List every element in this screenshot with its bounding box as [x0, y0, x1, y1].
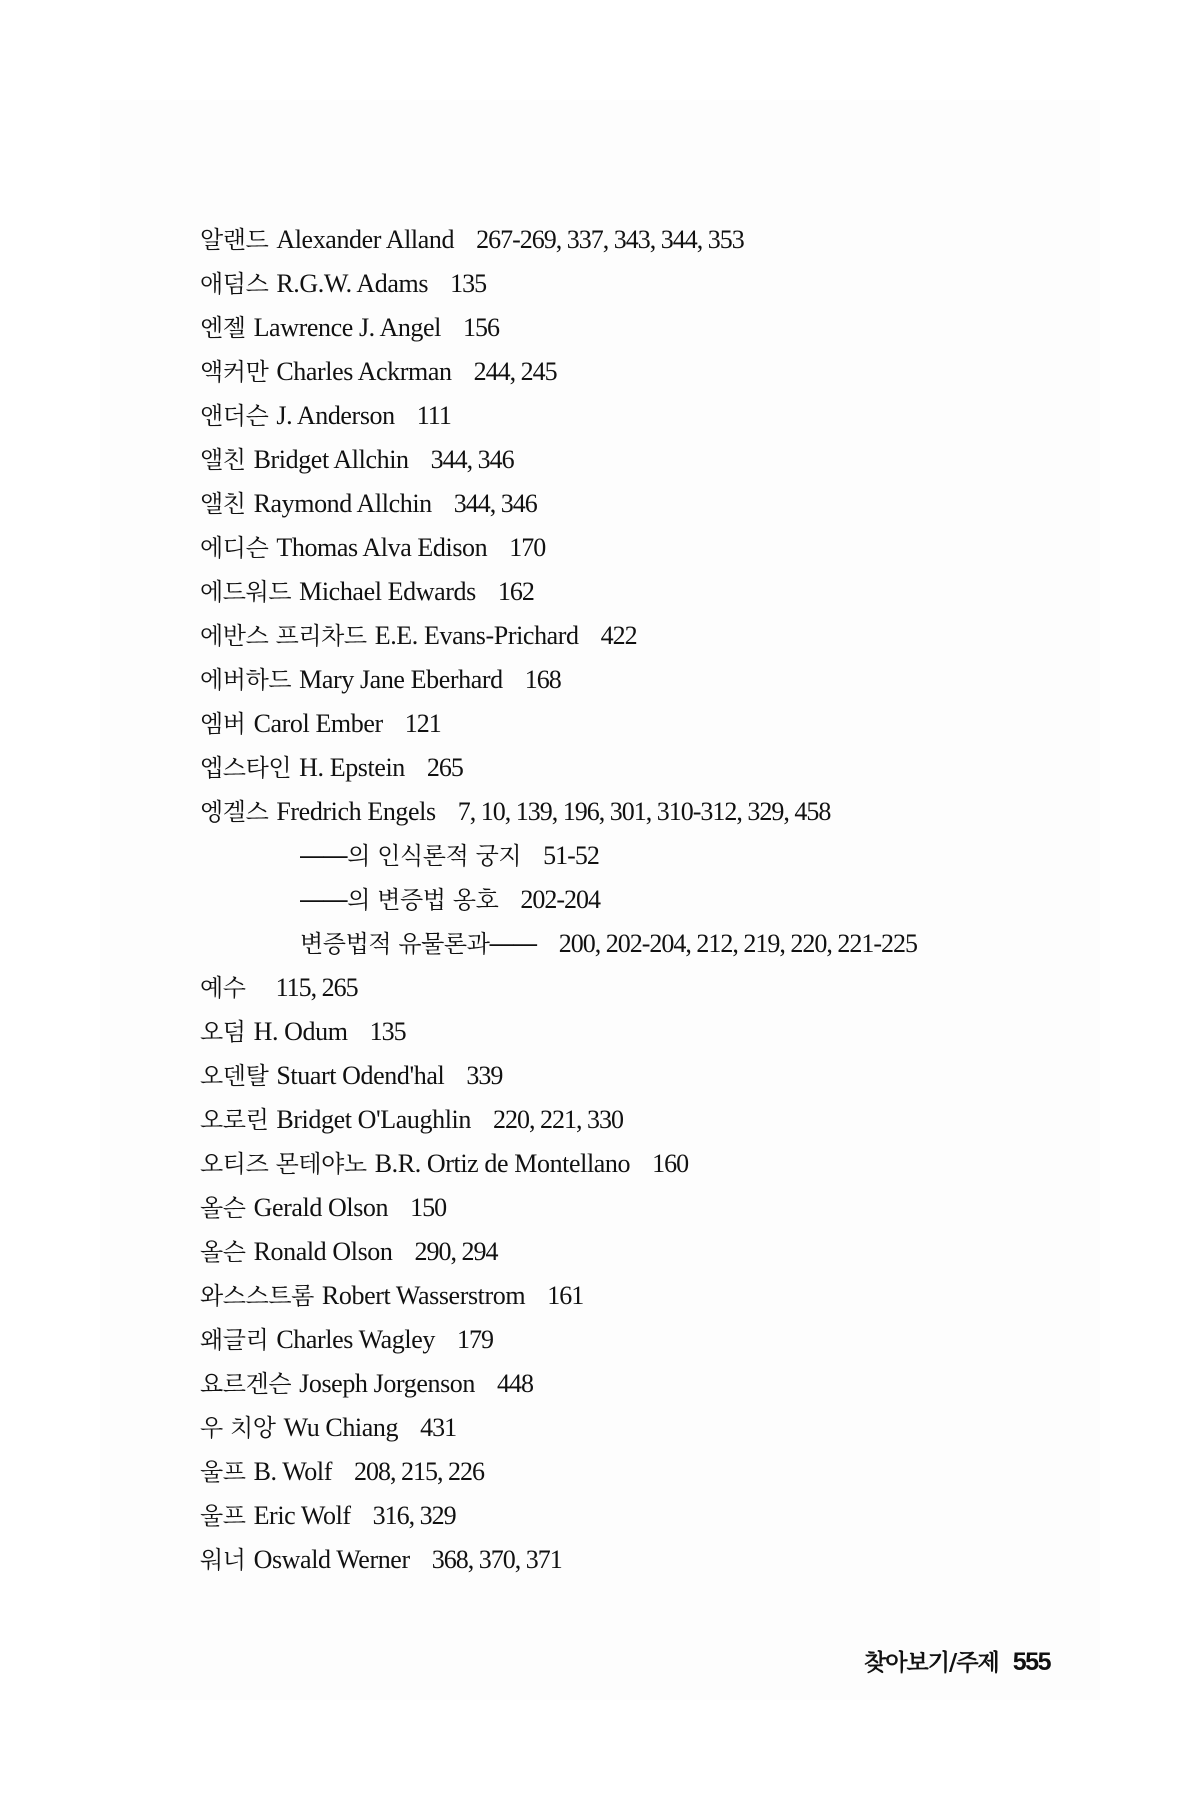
- index-entry: [200, 1186, 1100, 1230]
- entry-page-refs: 156: [462, 313, 499, 342]
- entry-korean-name: 워너: [200, 1546, 246, 1574]
- entry-page-refs: 339: [466, 1061, 503, 1090]
- entry-original-name: Eric Wolf: [253, 1501, 351, 1530]
- index-entry: [200, 570, 1100, 614]
- index-entry: [200, 1318, 1100, 1362]
- entry-korean-name: 앨친: [200, 446, 246, 474]
- entry-korean-name: 에반스 프리차드: [200, 622, 367, 650]
- entry-korean-name: 에버하드: [200, 666, 292, 694]
- entry-page-refs: 135: [369, 1017, 406, 1046]
- index-subentry: [200, 878, 1100, 922]
- entry-korean-name: 요르겐슨: [200, 1370, 292, 1398]
- entry-page-refs: 162: [497, 577, 534, 606]
- entry-korean-name: 에디슨: [200, 534, 269, 562]
- entry-korean-name: 액커만: [200, 358, 269, 386]
- index-entry: [200, 394, 1100, 438]
- entry-page-refs: 244, 245: [473, 357, 557, 386]
- entry-korean-name: 알랜드: [200, 226, 269, 254]
- page-number: 555: [1012, 1648, 1050, 1676]
- entry-korean-name: 왜글리: [200, 1326, 269, 1354]
- entry-original-name: Ronald Olson: [253, 1237, 393, 1266]
- entry-page-refs: 208, 215, 226: [354, 1457, 484, 1486]
- index-entry: [200, 1494, 1100, 1538]
- entry-page-refs: 202-204: [520, 885, 601, 914]
- index-entry: [200, 306, 1100, 350]
- entry-korean-name: 애덤스: [200, 270, 269, 298]
- index-entry: [200, 658, 1100, 702]
- entry-original-name: Stuart Odend'hal: [276, 1061, 445, 1090]
- index-entry: [200, 790, 1100, 834]
- entry-original-name: Joseph Jorgenson: [299, 1369, 475, 1398]
- index-entry: [200, 482, 1100, 526]
- entry-page-refs: 161: [547, 1281, 584, 1310]
- entry-page-refs: 7, 10, 139, 196, 301, 310-312, 329, 458: [457, 797, 831, 826]
- entry-korean-name: 와스스트롬: [200, 1282, 314, 1310]
- entry-original-name: Gerald Olson: [253, 1193, 389, 1222]
- index-entry: [200, 526, 1100, 570]
- entry-page-refs: 448: [496, 1369, 533, 1398]
- entry-original-name: Michael Edwards: [299, 577, 476, 606]
- index-subentry: [200, 834, 1100, 878]
- entry-korean-name: 앤더슨: [200, 402, 269, 430]
- entry-korean-name: 울프: [200, 1458, 246, 1486]
- entry-original-name: R.G.W. Adams: [276, 269, 429, 298]
- entry-original-name: Lawrence J. Angel: [253, 313, 441, 342]
- index-list: [200, 218, 1100, 1582]
- entry-page-refs: 368, 370, 371: [431, 1545, 562, 1574]
- entry-original-name: Raymond Allchin: [253, 489, 432, 518]
- entry-page-refs: 135: [450, 269, 487, 298]
- entry-original-name: Robert Wasserstrom: [321, 1281, 526, 1310]
- entry-page-refs: 170: [509, 533, 546, 562]
- entry-korean-name: 앨친: [200, 490, 246, 518]
- entry-page-refs: 290, 294: [414, 1237, 498, 1266]
- index-entry: [200, 262, 1100, 306]
- entry-korean-name: 엔젤: [200, 314, 246, 342]
- entry-page-refs: 422: [600, 621, 637, 650]
- entry-korean-name: 오티즈 몬테야노: [200, 1150, 367, 1178]
- entry-original-name: Carol Ember: [253, 709, 383, 738]
- entry-original-name: H. Odum: [253, 1017, 348, 1046]
- index-entry: [200, 1098, 1100, 1142]
- entry-original-name: Oswald Werner: [253, 1545, 410, 1574]
- entry-korean-name: 오덴탈: [200, 1062, 269, 1090]
- entry-page-refs: 115, 265: [275, 973, 358, 1002]
- entry-original-name: Charles Ackrman: [276, 357, 452, 386]
- entry-korean-name: 엡스타인: [200, 754, 292, 782]
- entry-page-refs: 265: [426, 753, 463, 782]
- index-entry: [200, 702, 1100, 746]
- entry-page-refs: 160: [652, 1149, 689, 1178]
- entry-korean-name: 에드워드: [200, 578, 292, 606]
- entry-korean-name: 변증법적 유물론과――: [300, 930, 537, 958]
- index-entry: [200, 1362, 1100, 1406]
- section-label: 찾아보기/주제: [864, 1650, 999, 1676]
- index-entry: [200, 1010, 1100, 1054]
- entry-korean-name: 올슨: [200, 1194, 246, 1222]
- entry-page-refs: 179: [456, 1325, 493, 1354]
- entry-page-refs: 51-52: [543, 841, 599, 870]
- index-entry: [200, 1142, 1100, 1186]
- entry-original-name: B.R. Ortiz de Montellano: [374, 1149, 631, 1178]
- entry-korean-name: 오덤: [200, 1018, 246, 1046]
- index-subentry: [200, 922, 1100, 966]
- index-entry: [200, 1406, 1100, 1450]
- entry-original-name: Bridget Allchin: [253, 445, 409, 474]
- entry-korean-name: 우 치앙: [200, 1414, 276, 1442]
- entry-page-refs: 150: [410, 1193, 447, 1222]
- entry-page-refs: 316, 329: [372, 1501, 456, 1530]
- index-entry: [200, 1538, 1100, 1582]
- entry-original-name: Alexander Alland: [276, 225, 455, 254]
- entry-page-refs: 344, 346: [430, 445, 514, 474]
- entry-original-name: Fredrich Engels: [276, 797, 436, 826]
- entry-korean-name: ――의 변증법 옹호: [300, 886, 499, 914]
- index-entry: [200, 438, 1100, 482]
- entry-page-refs: 168: [524, 665, 561, 694]
- entry-page-refs: 344, 346: [453, 489, 537, 518]
- index-entry: [200, 966, 1100, 1010]
- entry-original-name: B. Wolf: [253, 1457, 332, 1486]
- entry-original-name: J. Anderson: [276, 401, 395, 430]
- entry-page-refs: 431: [420, 1413, 457, 1442]
- index-entry: [200, 1054, 1100, 1098]
- index-entry: [200, 614, 1100, 658]
- page-footer: [800, 1640, 1050, 1684]
- entry-page-refs: 267-269, 337, 343, 344, 353: [476, 225, 744, 254]
- entry-korean-name: 엥겔스: [200, 798, 269, 826]
- index-entry: [200, 1450, 1100, 1494]
- index-entry: [200, 1230, 1100, 1274]
- entry-page-refs: 220, 221, 330: [492, 1105, 623, 1134]
- entry-korean-name: 오로린: [200, 1106, 269, 1134]
- index-entry: [200, 218, 1100, 262]
- entry-page-refs: 111: [416, 401, 451, 430]
- entry-page-refs: 121: [404, 709, 441, 738]
- entry-original-name: E.E. Evans-Prichard: [374, 621, 579, 650]
- entry-page-refs: 200, 202-204, 212, 219, 220, 221-225: [558, 929, 918, 958]
- entry-korean-name: 엠버: [200, 710, 246, 738]
- entry-korean-name: ――의 인식론적 궁지: [300, 842, 522, 870]
- entry-original-name: Charles Wagley: [276, 1325, 435, 1354]
- entry-korean-name: 예수: [200, 974, 246, 1002]
- entry-korean-name: 울프: [200, 1502, 246, 1530]
- entry-original-name: Mary Jane Eberhard: [299, 665, 503, 694]
- entry-original-name: Thomas Alva Edison: [276, 533, 488, 562]
- index-entry: [200, 350, 1100, 394]
- entry-original-name: Bridget O'Laughlin: [276, 1105, 471, 1134]
- entry-original-name: H. Epstein: [299, 753, 405, 782]
- entry-original-name: Wu Chiang: [283, 1413, 399, 1442]
- entry-korean-name: 올슨: [200, 1238, 246, 1266]
- index-entry: [200, 746, 1100, 790]
- index-entry: [200, 1274, 1100, 1318]
